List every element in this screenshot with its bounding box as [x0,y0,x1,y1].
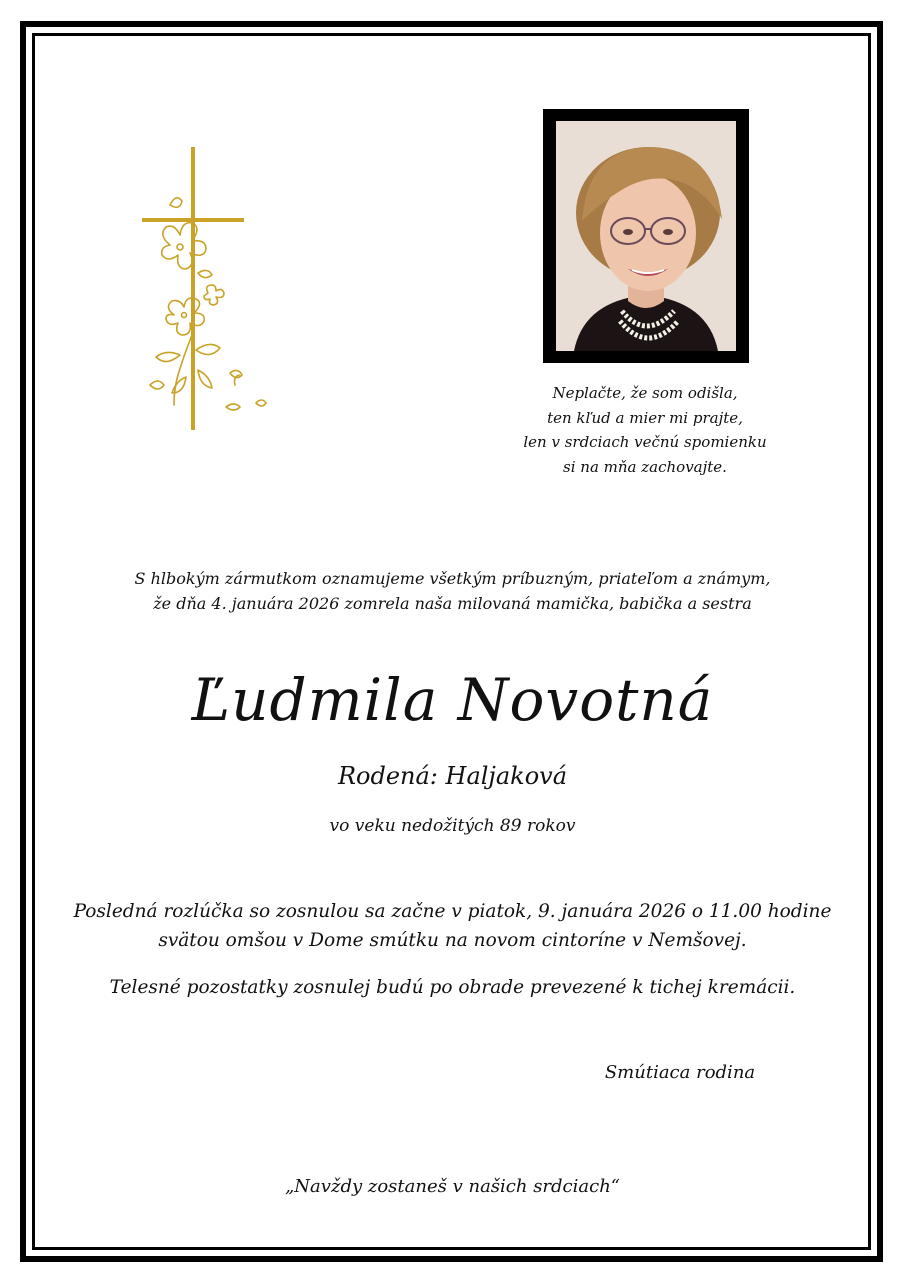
ceremony-line: svätou omšou v Dome smútku na novom cintoríne v Nemšovej. [158,930,747,951]
motto: „Navždy zostaneš v našich srdciach“ [284,1176,620,1197]
announcement-line: že dňa 4. januára 2026 zomrela naša milovaná mamička, babička a sestra [153,594,752,613]
poem [480,381,810,479]
ceremony-info [50,897,855,955]
announcement-line: S hlbokým zármutkom oznamujeme všetkým príbuzným, priateľom a známym, [134,569,771,588]
poem-line: si na mňa zachovajte. [563,457,727,476]
poem-line: ten kľud a mier mi prajte, [547,408,743,427]
portrait-image [556,121,736,351]
deceased-name: Ľudmila Novotná [191,666,714,734]
remains-info: Telesné pozostatky zosnulej budú po obrade prevezené k tichej kremácii. [109,977,796,998]
signature-family: Smútiaca rodina [604,1062,756,1083]
portrait-photo [556,121,736,351]
gold-cross-with-flowers-icon [140,145,280,435]
poem-line: len v srdciach večnú spomienku [523,433,767,451]
maiden-name: Rodená: Haljaková [337,762,568,790]
poem-line: Neplačte, že som odišla, [552,384,738,402]
age-text: vo veku nedožitých 89 rokov [329,816,576,836]
ceremony-line: Posledná rozlúčka so zosnulou sa začne v piatok, 9. januára 2026 o 11.00 hodine [73,901,832,922]
portrait-frame [543,109,749,363]
announcement [60,566,845,616]
